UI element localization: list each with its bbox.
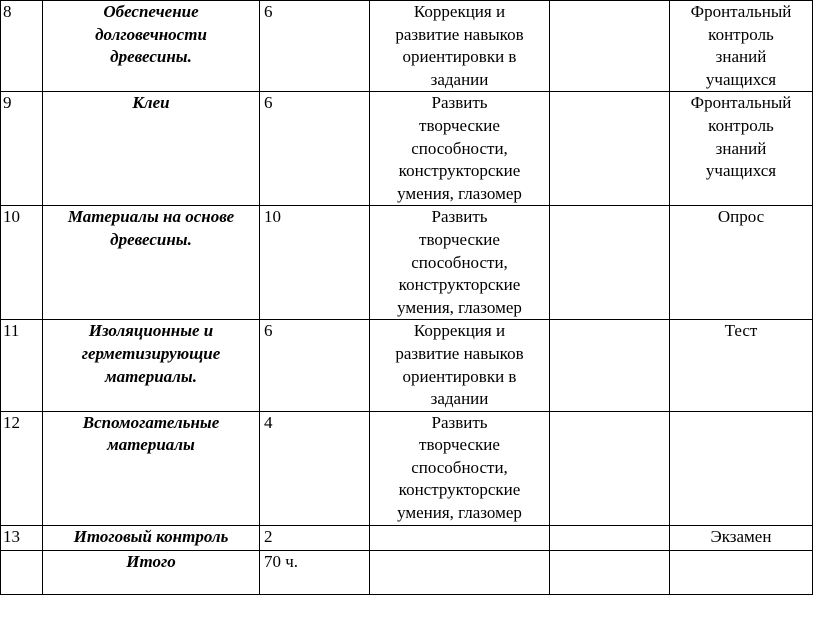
topic-cell: Клеи [43,92,260,206]
hours-cell: 4 [260,411,370,525]
goal-cell: Коррекция и развитие навыков ориентировки в задании [370,320,550,411]
extra-cell [550,525,670,550]
extra-cell [550,411,670,525]
control-cell [670,550,813,594]
table-row [1,525,813,550]
control-cell [670,411,813,525]
table-row [1,411,813,525]
goal-cell: Развить творческие способности, конструкторские умения, глазомер [370,92,550,206]
control-cell: Тест [670,320,813,411]
goal-cell: Коррекция и развитие навыков ориентировки в задании [370,1,550,92]
table-row [1,320,813,411]
row-number: 13 [1,525,43,550]
topic-cell: Вспомогательные материалы [43,411,260,525]
table-row [1,550,813,594]
extra-cell [550,1,670,92]
extra-cell [550,320,670,411]
control-cell: Экзамен [670,525,813,550]
row-number: 12 [1,411,43,525]
table-row [1,92,813,206]
topic-cell: Обеспечение долговечности древесины. [43,1,260,92]
extra-cell [550,92,670,206]
hours-cell: 6 [260,320,370,411]
hours-cell: 70 ч. [260,550,370,594]
row-number [1,550,43,594]
control-cell: Фронтальный контроль знаний учащихся [670,1,813,92]
topic-cell: Материалы на основе древесины. [43,206,260,320]
topic-cell: Итоговый контроль [43,525,260,550]
topic-cell: Итого [43,550,260,594]
hours-cell: 10 [260,206,370,320]
table-row [1,206,813,320]
topic-cell: Изоляционные и герметизирующие материалы. [43,320,260,411]
table-body [1,1,813,595]
hours-cell: 6 [260,92,370,206]
hours-cell: 2 [260,525,370,550]
goal-cell [370,525,550,550]
table-row [1,1,813,92]
row-number: 8 [1,1,43,92]
extra-cell [550,206,670,320]
goal-cell: Развить творческие способности, конструкторские умения, глазомер [370,206,550,320]
goal-cell [370,550,550,594]
control-cell: Опрос [670,206,813,320]
row-number: 11 [1,320,43,411]
row-number: 10 [1,206,43,320]
hours-cell: 6 [260,1,370,92]
goal-cell: Развить творческие способности, конструкторские умения, глазомер [370,411,550,525]
extra-cell [550,550,670,594]
control-cell: Фронтальный контроль знаний учащихся [670,92,813,206]
row-number: 9 [1,92,43,206]
